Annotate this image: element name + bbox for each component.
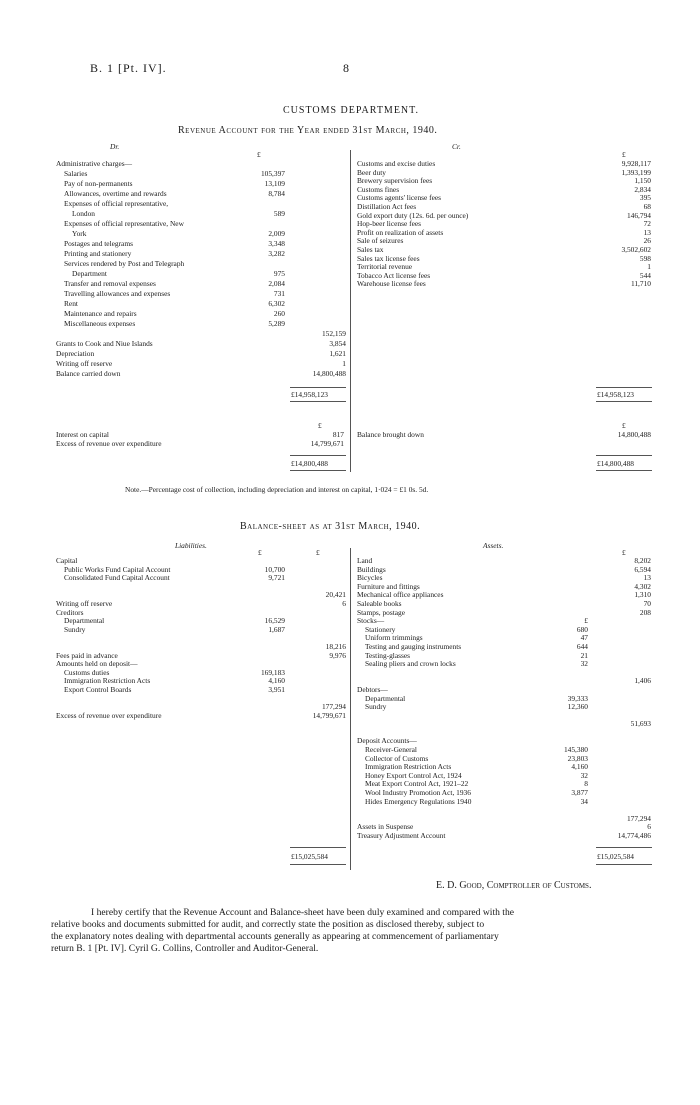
row-amount: 32: [580, 659, 588, 669]
cr2-total-rule: [596, 470, 652, 471]
row-label: Excess of revenue over expenditure: [56, 710, 162, 720]
certificate-line-3: the explanatory notes dealing with departmental accounts generally as appearing at commencement of parliamentary: [51, 931, 499, 942]
row-label: Departmental: [365, 693, 406, 703]
revenue-credit-list: [357, 160, 651, 289]
row-amount: 6,302: [268, 299, 285, 308]
row-amount: 32: [580, 770, 588, 780]
account-row: [357, 806, 651, 815]
page-number: 8: [343, 61, 349, 75]
row-total: 51,693: [630, 719, 651, 729]
dr2-subtotal-rule: [290, 455, 346, 456]
cr-pound-sign: £: [622, 150, 626, 159]
row-amount: 1: [647, 262, 651, 272]
row-label: Stationery: [365, 624, 396, 634]
row-label: Excess of revenue over expenditure: [56, 438, 162, 448]
row-label: Furniture and fittings: [357, 581, 420, 591]
row-amount: 589: [273, 209, 285, 218]
revenue-credit-brought-list: [357, 431, 651, 440]
liab-pound-sign-b: £: [316, 548, 320, 557]
row-label: Customs fines: [357, 184, 400, 194]
row-label: Receiver-General: [365, 745, 417, 755]
row-amount: 3,502,602: [621, 244, 651, 254]
row-amount: 10,700: [264, 564, 285, 574]
account-row: [56, 574, 348, 583]
row-label: Departmental: [64, 616, 105, 626]
row-amount: 13: [643, 227, 651, 237]
row-label: Warehouse license fees: [357, 279, 426, 289]
account-row: [357, 280, 651, 289]
row-label: Allowances, overtime and rewards: [64, 189, 167, 198]
row-amount: 26: [643, 236, 651, 246]
row-total: 18,216: [325, 641, 346, 651]
account-row: [56, 220, 348, 230]
row-label: Interest on capital: [56, 430, 109, 439]
row-label: Profit on realization of assets: [357, 227, 444, 237]
account-row: [56, 320, 348, 330]
assets-total-bottom-rule: [596, 864, 652, 865]
liabilities-list: [56, 557, 348, 720]
row-total: 1,406: [634, 676, 651, 686]
row-label: Amounts held on deposit—: [56, 659, 138, 669]
row-label: Honey Export Control Act, 1924: [365, 770, 462, 780]
dr2-pound-sign: £: [318, 421, 322, 430]
cr-total: £14,958,123: [597, 390, 634, 399]
account-row: [56, 617, 348, 626]
row-label: Mechanical office appliances: [357, 590, 444, 600]
liab-total-bottom-rule: [290, 864, 346, 865]
account-row: [56, 290, 348, 300]
row-label: Meat Export Control Act, 1921–22: [365, 779, 469, 789]
row-label: Sales tax license fees: [357, 253, 420, 263]
row-amount: 544: [639, 270, 651, 280]
row-total: 20,421: [325, 590, 346, 600]
row-amount: 2,084: [268, 279, 285, 288]
row-amount: £: [584, 616, 588, 626]
account-row: [357, 431, 651, 440]
row-total: 1,310: [634, 590, 651, 600]
row-label: Depreciation: [56, 349, 95, 358]
account-row: [56, 440, 348, 449]
row-label: Stocks—: [357, 616, 385, 626]
row-label: Printing and stationery: [64, 249, 132, 258]
account-row: [357, 660, 651, 669]
row-amount: 260: [273, 309, 285, 318]
row-label: Sales tax: [357, 244, 384, 254]
revenue-center-rule: [350, 150, 351, 472]
row-total: 4,302: [634, 581, 651, 591]
row-amount: 731: [273, 289, 285, 298]
certificate-line-2: relative books and documents submitted for audit, and correctly state the position as disclosed thereby, subject to: [51, 919, 485, 930]
row-label: Sundry: [64, 624, 86, 634]
row-label: Stamps, postage: [357, 607, 406, 617]
cr-subtotal-rule: [596, 387, 652, 388]
row-label: Distillation Act fees: [357, 201, 417, 211]
row-label: Expenses of official representative, New: [64, 219, 184, 228]
row-label: Deposit Accounts—: [357, 736, 417, 746]
row-amount: 644: [576, 641, 588, 651]
row-label: Testing-glasses: [365, 650, 411, 660]
row-amount: 2,834: [634, 184, 651, 194]
collection-cost-note: Note.—Percentage cost of collection, including depreciation and interest on capital, 1·024 = £1 0s. 5d.: [125, 485, 429, 494]
account-row: [357, 669, 651, 678]
row-label: Public Works Fund Capital Account: [64, 564, 171, 574]
row-label: Grants to Cook and Niue Islands: [56, 339, 153, 348]
page-reference: B. 1 [Pt. IV].: [90, 61, 167, 75]
row-amount: 1,687: [268, 624, 285, 634]
row-total: 8,202: [634, 556, 651, 565]
row-label: Customs duties: [64, 667, 110, 677]
row-label: Assets in Suspense: [357, 822, 414, 832]
row-amount: 169,183: [260, 667, 285, 677]
row-label: Immigration Restriction Acts: [365, 762, 452, 772]
account-row: [56, 160, 348, 170]
row-amount: 1,393,199: [621, 167, 651, 177]
row-label: Services rendered by Post and Telegraph: [64, 259, 185, 268]
row-total: 6: [647, 822, 651, 832]
account-row: [56, 370, 348, 380]
account-row: [357, 617, 651, 626]
row-total: 13: [643, 573, 651, 583]
row-label: Testing and gauging instruments: [365, 641, 462, 651]
row-label: Expenses of official representative,: [64, 199, 169, 208]
row-label: Customs and excise duties: [357, 159, 436, 168]
row-amount: 1,150: [634, 176, 651, 186]
row-label: Writing off reserve: [56, 359, 113, 368]
account-row: [56, 600, 348, 609]
row-label: Brewery supervision fees: [357, 176, 433, 186]
account-row: [357, 237, 651, 246]
row-amount: 47: [580, 633, 588, 643]
account-row: [357, 720, 651, 729]
row-label: Miscellaneous expenses: [64, 319, 136, 328]
dr-total: £14,958,123: [291, 390, 328, 399]
row-amount: 105,397: [260, 169, 285, 178]
row-amount: 34: [580, 796, 588, 806]
row-label: Transfer and removal expenses: [64, 279, 156, 288]
account-row: [357, 177, 651, 186]
row-label: London: [72, 209, 95, 218]
row-label: Writing off reserve: [56, 598, 113, 608]
revenue-debit-list: [56, 160, 348, 380]
row-label: York: [72, 229, 87, 238]
row-label: Pay of non-permanents: [64, 179, 133, 188]
row-total: 14,774,486: [617, 831, 651, 840]
audit-certificate: [51, 907, 651, 955]
dr2-total-rule: [290, 470, 346, 471]
dr-label: Dr.: [110, 142, 120, 151]
row-amount: 14,800,488: [617, 430, 651, 439]
row-label: Buildings: [357, 564, 386, 574]
certificate-line-4: return B. 1 [Pt. IV]. Cyril G. Collins, Controller and Auditor-General.: [51, 943, 319, 954]
row-amount: 68: [643, 201, 651, 211]
row-total: 1,621: [329, 349, 346, 358]
balance-sheet-title: Balance-sheet as at 31st March, 1940.: [240, 521, 421, 532]
liabilities-total: £15,025,584: [291, 852, 328, 861]
account-row: [357, 609, 651, 618]
account-row: [357, 695, 651, 704]
row-amount: 8,784: [268, 189, 285, 198]
row-label: Sundry: [365, 702, 387, 712]
row-label: Creditors: [56, 607, 84, 617]
row-total: 152,159: [321, 329, 346, 338]
liab-total-top-rule: [290, 847, 346, 848]
row-total: 3,854: [329, 339, 346, 348]
row-label: Export Control Boards: [64, 684, 132, 694]
row-amount: 817: [332, 430, 344, 439]
assets-total-top-rule: [596, 847, 652, 848]
row-label: Wool Industry Promotion Act, 1936: [365, 788, 471, 798]
cr2-pound-sign: £: [622, 421, 626, 430]
row-amount: 12,360: [567, 702, 588, 712]
comptroller-signature: E. D. Good, Comptroller of Customs.: [436, 880, 592, 891]
row-total: 177,294: [626, 813, 651, 823]
row-label: Gold export duty (12s. 6d. per ounce): [357, 210, 469, 220]
row-amount: 14,799,671: [310, 438, 344, 448]
row-total: 208: [639, 607, 651, 617]
row-label: Territorial revenue: [357, 262, 413, 272]
dr-subtotal-rule: [290, 387, 346, 388]
assets-total: £15,025,584: [597, 852, 634, 861]
row-amount: 39,333: [567, 693, 588, 703]
liabilities-label: Liabilities.: [175, 541, 207, 550]
row-amount: 2,009: [268, 229, 285, 238]
row-label: Debtors—: [357, 684, 388, 694]
row-label: Hides Emergency Regulations 1940: [365, 796, 472, 806]
liab-pound-sign-a: £: [258, 548, 262, 557]
row-total: 70: [643, 598, 651, 608]
row-label: Treasury Adjustment Account: [357, 831, 446, 840]
row-amount: 21: [580, 650, 588, 660]
assets-list: [357, 557, 651, 841]
row-amount: 13,109: [264, 179, 285, 188]
account-row: [357, 557, 651, 566]
row-total: 9,976: [329, 650, 346, 660]
account-row: [357, 798, 651, 807]
row-amount: 9,721: [268, 573, 285, 583]
row-label: Capital: [56, 556, 78, 565]
row-amount: 145,380: [563, 745, 588, 755]
row-label: Land: [357, 556, 373, 565]
assets-pound-sign: £: [622, 548, 626, 557]
revenue-debit-carried-list: [56, 431, 348, 448]
row-label: Sealing pliers and crown locks: [365, 659, 456, 669]
row-label: Travelling allowances and expenses: [64, 289, 171, 298]
certificate-line-1: I hereby certify that the Revenue Account and Balance-sheet have been duly examined and compared with the: [91, 907, 515, 918]
row-label: Immigration Restriction Acts: [64, 676, 151, 686]
account-row: [357, 566, 651, 575]
account-row: [56, 634, 348, 643]
account-row: [357, 832, 651, 841]
account-row: [357, 703, 651, 712]
row-label: Sale of seizures: [357, 236, 404, 246]
row-label: Administrative charges—: [56, 159, 133, 168]
row-total: 1: [342, 359, 346, 368]
account-row: [56, 695, 348, 704]
dr-pound-sign: £: [257, 150, 261, 159]
cr2-total: £14,800,488: [597, 459, 634, 468]
row-label: Uniform trimmings: [365, 633, 423, 643]
row-amount: 9,928,117: [621, 159, 651, 168]
row-amount: 23,803: [567, 753, 588, 763]
row-label: Postages and telegrams: [64, 239, 133, 248]
row-amount: 3,951: [268, 684, 285, 694]
row-amount: 395: [639, 193, 651, 203]
row-total: 6,594: [634, 564, 651, 574]
balance-center-rule: [350, 548, 351, 870]
row-label: Maintenance and repairs: [64, 309, 137, 318]
assets-label: Assets.: [483, 541, 504, 550]
row-amount: 975: [273, 269, 285, 278]
row-amount: 4,160: [571, 762, 588, 772]
row-label: Tobacco Act license fees: [357, 270, 431, 280]
row-amount: 72: [643, 219, 651, 229]
row-label: Salaries: [64, 169, 88, 178]
row-label: Hop-beer license fees: [357, 219, 422, 229]
row-label: Collector of Customs: [365, 753, 429, 763]
row-label: Beer duty: [357, 167, 386, 177]
row-label: Bicycles: [357, 573, 383, 583]
row-amount: 8: [584, 779, 588, 789]
department-title: CUSTOMS DEPARTMENT.: [283, 105, 420, 116]
row-amount: 680: [576, 624, 588, 634]
row-amount: 3,348: [268, 239, 285, 248]
row-amount: 11,710: [630, 279, 651, 289]
account-row: [56, 626, 348, 635]
row-total: 177,294: [321, 702, 346, 712]
row-label: Department: [72, 269, 107, 278]
row-label: Rent: [64, 299, 78, 308]
row-amount: 3,877: [571, 788, 588, 798]
revenue-account-title: Revenue Account for the Year ended 31st March, 1940.: [178, 125, 438, 136]
row-amount: 4,160: [268, 676, 285, 686]
row-label: Fees paid in advance: [56, 650, 118, 660]
cr-label: Cr.: [452, 142, 461, 151]
account-row: [357, 677, 651, 686]
account-row: [357, 160, 651, 169]
account-row: [56, 686, 348, 695]
row-total: 6: [342, 598, 346, 608]
account-row: [56, 583, 348, 592]
row-label: Consolidated Fund Capital Account: [64, 573, 170, 583]
account-row: [357, 712, 651, 721]
cr-total-rule: [596, 401, 652, 402]
row-amount: 16,529: [264, 616, 285, 626]
account-row: [56, 200, 348, 210]
row-amount: 3,282: [268, 249, 285, 258]
dr-total-rule: [290, 401, 346, 402]
dr2-total: £14,800,488: [291, 459, 328, 468]
row-label: Customs agents' license fees: [357, 193, 442, 203]
row-label: Balance carried down: [56, 369, 121, 378]
account-row: [56, 340, 348, 350]
row-amount: 146,794: [626, 210, 651, 220]
account-row: [56, 712, 348, 721]
row-total: 14,800,488: [312, 369, 346, 378]
row-amount: 5,289: [268, 319, 285, 328]
row-label: Balance brought down: [357, 430, 424, 439]
row-amount: 598: [639, 253, 651, 263]
row-label: Saleable books: [357, 598, 402, 608]
row-total: 14,799,671: [312, 710, 346, 720]
cr2-subtotal-rule: [596, 455, 652, 456]
